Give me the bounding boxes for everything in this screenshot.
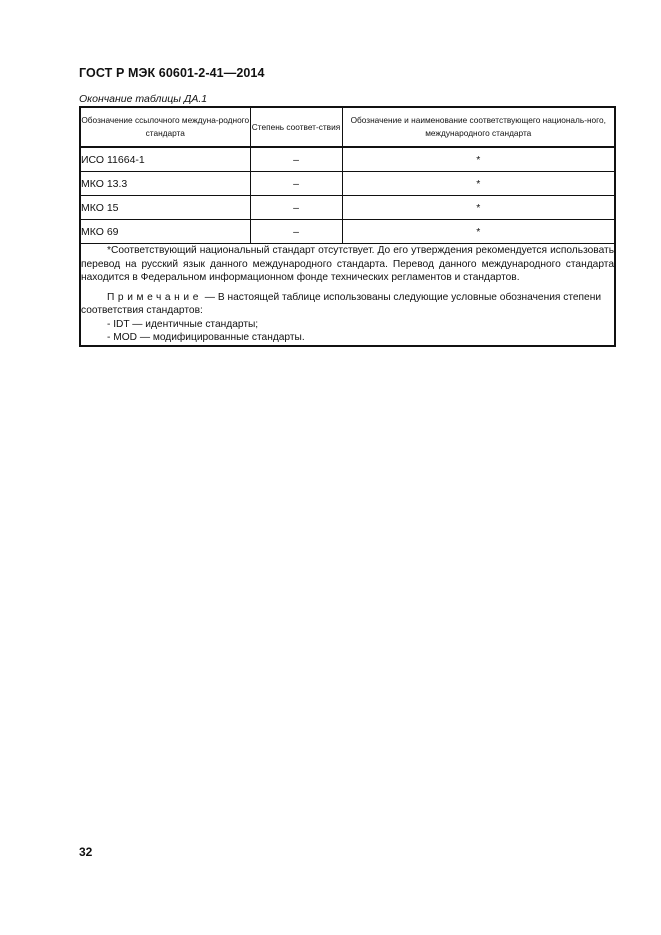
document-header: ГОСТ Р МЭК 60601-2-41—2014	[79, 66, 265, 80]
note-item-idt: - IDT — идентичные стандарты;	[107, 318, 259, 330]
compliance-cell: –	[250, 147, 342, 172]
column-header-national-standard: Обозначение и наименование соответствующего националь-ного, международного стандарта	[342, 107, 615, 147]
national-standard-cell: *	[342, 220, 615, 244]
standards-table	[79, 106, 616, 347]
national-standard-cell: *	[342, 196, 615, 220]
note-label: Примечание	[107, 291, 202, 303]
national-standard-cell: *	[342, 147, 615, 172]
table-row	[80, 147, 615, 172]
table-row	[80, 172, 615, 196]
footnote-text: *Соответствующий национальный стандарт отсутствует. До его утверждения рекомендуется использовать перевод на русский язык данного международного стандарта. Перевод данного международного стандарта находится в Федеральном информационном фонде технических регламентов и стандартов.	[81, 245, 614, 283]
compliance-cell: –	[250, 220, 342, 244]
table-row	[80, 196, 615, 220]
note-text: — В настоящей таблице использованы следующие условные обозначения степени соответствия стандартов:	[81, 291, 602, 316]
table-caption: Окончание таблицы ДА.1	[79, 93, 208, 105]
reference-standard-cell: МКО 15	[80, 196, 250, 220]
reference-standard-cell: МКО 13.3	[80, 172, 250, 196]
note-item-mod: - MOD — модифицированные стандарты.	[107, 332, 305, 343]
table-header-row	[80, 107, 615, 147]
reference-standard-cell: ИСО 11664-1	[80, 147, 250, 172]
table-row	[80, 220, 615, 244]
compliance-cell: –	[250, 196, 342, 220]
reference-standard-cell: МКО 69	[80, 220, 250, 244]
national-standard-cell: *	[342, 172, 615, 196]
page-number: 32	[79, 845, 93, 859]
column-header-degree-of-compliance: Степень соответ-ствия	[250, 107, 342, 147]
notes-row	[80, 244, 615, 346]
note-paragraph	[81, 291, 614, 318]
column-header-reference-standard: Обозначение ссылочного междуна-родного стандарта	[80, 107, 250, 147]
compliance-cell: –	[250, 172, 342, 196]
notes-cell	[80, 244, 615, 346]
